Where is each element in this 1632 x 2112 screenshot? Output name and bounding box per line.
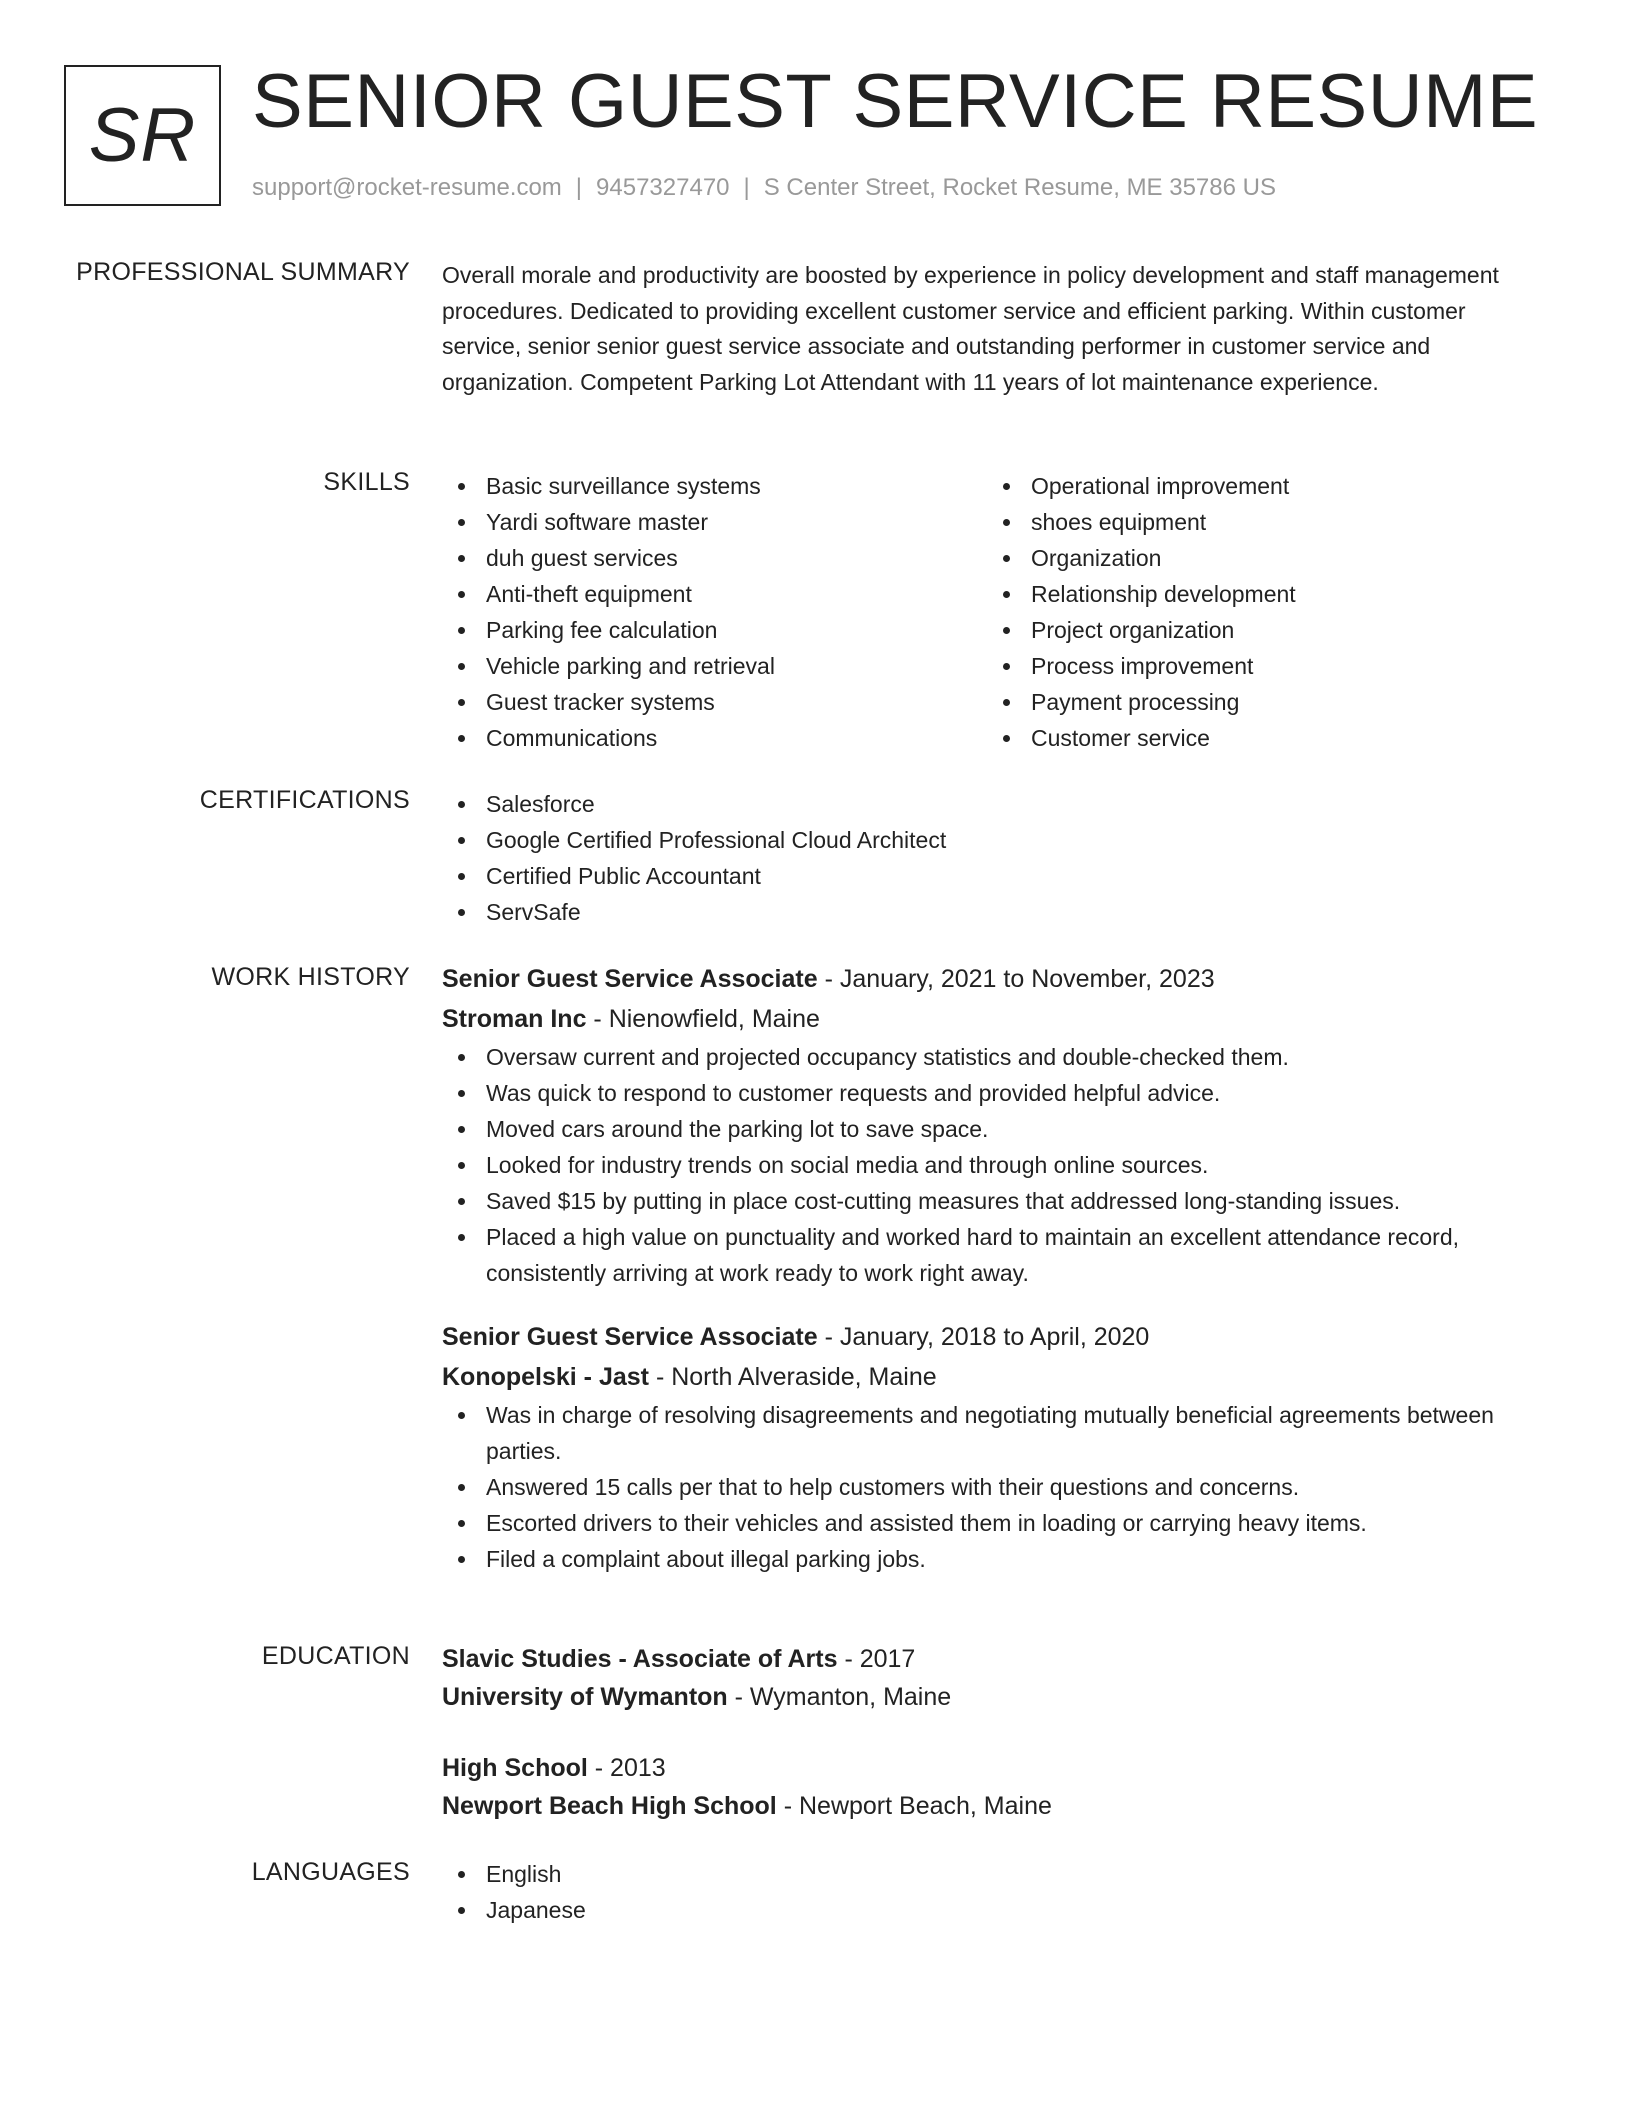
language-item: English bbox=[442, 1856, 1532, 1892]
education-entry bbox=[442, 1640, 1532, 1716]
education-degree-line bbox=[442, 1640, 1532, 1678]
skill-item: Parking fee calculation bbox=[442, 612, 987, 648]
job-duty-item: Answered 15 calls per that to help customers with their questions and concerns. bbox=[442, 1469, 1532, 1505]
skill-item: Communications bbox=[442, 720, 987, 756]
job-title: Senior Guest Service Associate bbox=[442, 1323, 818, 1351]
certification-item: Certified Public Accountant bbox=[442, 858, 1532, 894]
job-title-line bbox=[442, 1317, 1532, 1357]
job-title: Senior Guest Service Associate bbox=[442, 965, 818, 993]
job-dates: - January, 2021 to November, 2023 bbox=[817, 965, 1215, 993]
job-company-line bbox=[442, 999, 1532, 1039]
skill-item: Payment processing bbox=[987, 684, 1532, 720]
section-label-certifications: CERTIFICATIONS bbox=[199, 786, 410, 814]
section-label-education: EDUCATION bbox=[261, 1642, 410, 1670]
education-degree-line bbox=[442, 1749, 1532, 1787]
job-duties-list bbox=[442, 1039, 1532, 1291]
education-degree: Slavic Studies - Associate of Arts bbox=[442, 1645, 838, 1673]
education-year: - 2017 bbox=[837, 1645, 916, 1673]
skill-item: Organization bbox=[987, 540, 1532, 576]
skills-list-left bbox=[442, 468, 987, 756]
education-school: University of Wymanton bbox=[442, 1683, 728, 1711]
languages-body bbox=[442, 1856, 1532, 1928]
job-duties-list bbox=[442, 1397, 1532, 1577]
skill-item: Basic surveillance systems bbox=[442, 468, 987, 504]
education-entry bbox=[442, 1749, 1532, 1825]
summary-text: Overall morale and productivity are boosted by experience in policy development and staff management procedures. Dedicated to providing excellent customer service and efficient parking. Within customer service, senior senior guest service associate and outstanding performer in customer service and organization. Competent Parking Lot Attendant with 11 years of lot maintenance experience. bbox=[442, 262, 1499, 395]
section-label-languages: LANGUAGES bbox=[251, 1858, 410, 1886]
job-duty-item: Saved $15 by putting in place cost-cutting measures that addressed long-standing issues. bbox=[442, 1183, 1532, 1219]
contact-phone[interactable]: 9457327470 bbox=[596, 174, 730, 201]
section-label-summary: PROFESSIONAL SUMMARY bbox=[76, 258, 410, 286]
job-location: - Nienowfield, Maine bbox=[586, 1005, 820, 1033]
education-location: - Wymanton, Maine bbox=[727, 1683, 952, 1711]
certification-item: Salesforce bbox=[442, 786, 1532, 822]
certifications-list bbox=[442, 786, 1532, 930]
job-company: Konopelski - Jast bbox=[442, 1363, 649, 1391]
skills-list-right bbox=[987, 468, 1532, 756]
job-location: - North Alveraside, Maine bbox=[649, 1363, 937, 1391]
certifications-body bbox=[442, 786, 1532, 930]
skill-item: Anti-theft equipment bbox=[442, 576, 987, 612]
contact-separator: | bbox=[743, 174, 750, 201]
skill-item: shoes equipment bbox=[987, 504, 1532, 540]
contact-separator: | bbox=[575, 174, 583, 201]
contact-line bbox=[252, 174, 1276, 202]
job-duty-item: Looked for industry trends on social media and through online sources. bbox=[442, 1147, 1532, 1183]
skill-item: Vehicle parking and retrieval bbox=[442, 648, 987, 684]
job-duty-item: Was quick to respond to customer requests and provided helpful advice. bbox=[442, 1075, 1532, 1111]
education-school-line bbox=[442, 1787, 1532, 1825]
education-body bbox=[442, 1640, 1532, 1825]
job-entry bbox=[442, 1317, 1532, 1577]
certification-item: ServSafe bbox=[442, 894, 1532, 930]
job-duty-item: Oversaw current and projected occupancy statistics and double-checked them. bbox=[442, 1039, 1532, 1075]
education-degree: High School bbox=[442, 1754, 588, 1782]
skill-item: duh guest services bbox=[442, 540, 987, 576]
skill-item: Project organization bbox=[987, 612, 1532, 648]
contact-email[interactable]: support@rocket-resume.com bbox=[252, 174, 562, 201]
skill-item: Process improvement bbox=[987, 648, 1532, 684]
monogram-initials: SR bbox=[88, 93, 197, 178]
languages-list bbox=[442, 1856, 1532, 1928]
education-year: - 2013 bbox=[587, 1754, 666, 1782]
job-duty-item: Escorted drivers to their vehicles and assisted them in loading or carrying heavy items. bbox=[442, 1505, 1532, 1541]
education-location: - Newport Beach, Maine bbox=[776, 1792, 1052, 1820]
skill-item: Operational improvement bbox=[987, 468, 1532, 504]
job-dates: - January, 2018 to April, 2020 bbox=[817, 1323, 1150, 1351]
job-company-line bbox=[442, 1357, 1532, 1397]
work-history-body bbox=[442, 959, 1532, 1577]
language-item: Japanese bbox=[442, 1892, 1532, 1928]
job-entry bbox=[442, 959, 1532, 1291]
certification-item: Google Certified Professional Cloud Architect bbox=[442, 822, 1532, 858]
skill-item: Customer service bbox=[987, 720, 1532, 756]
skills-columns bbox=[442, 468, 1532, 756]
job-company: Stroman Inc bbox=[442, 1005, 587, 1033]
job-duty-item: Filed a complaint about illegal parking jobs. bbox=[442, 1541, 1532, 1577]
monogram-box bbox=[64, 65, 221, 206]
contact-address: S Center Street, Rocket Resume, ME 35786 US bbox=[763, 174, 1276, 201]
section-label-work-history: WORK HISTORY bbox=[211, 963, 410, 991]
job-duty-item: Was in charge of resolving disagreements and negotiating mutually beneficial agreements between parties. bbox=[442, 1397, 1532, 1469]
education-school-line bbox=[442, 1678, 1532, 1716]
skill-item: Guest tracker systems bbox=[442, 684, 987, 720]
education-school: Newport Beach High School bbox=[442, 1792, 777, 1820]
skill-item: Relationship development bbox=[987, 576, 1532, 612]
job-duty-item: Moved cars around the parking lot to save space. bbox=[442, 1111, 1532, 1147]
resume-title: SENIOR GUEST SERVICE RESUME bbox=[252, 59, 1539, 144]
job-title-line bbox=[442, 959, 1532, 999]
job-duty-item: Placed a high value on punctuality and worked hard to maintain an excellent attendance record, consistently arriving at work ready to work right away. bbox=[442, 1219, 1532, 1291]
summary-body bbox=[442, 258, 1522, 400]
skill-item: Yardi software master bbox=[442, 504, 987, 540]
section-label-skills: SKILLS bbox=[323, 468, 410, 496]
